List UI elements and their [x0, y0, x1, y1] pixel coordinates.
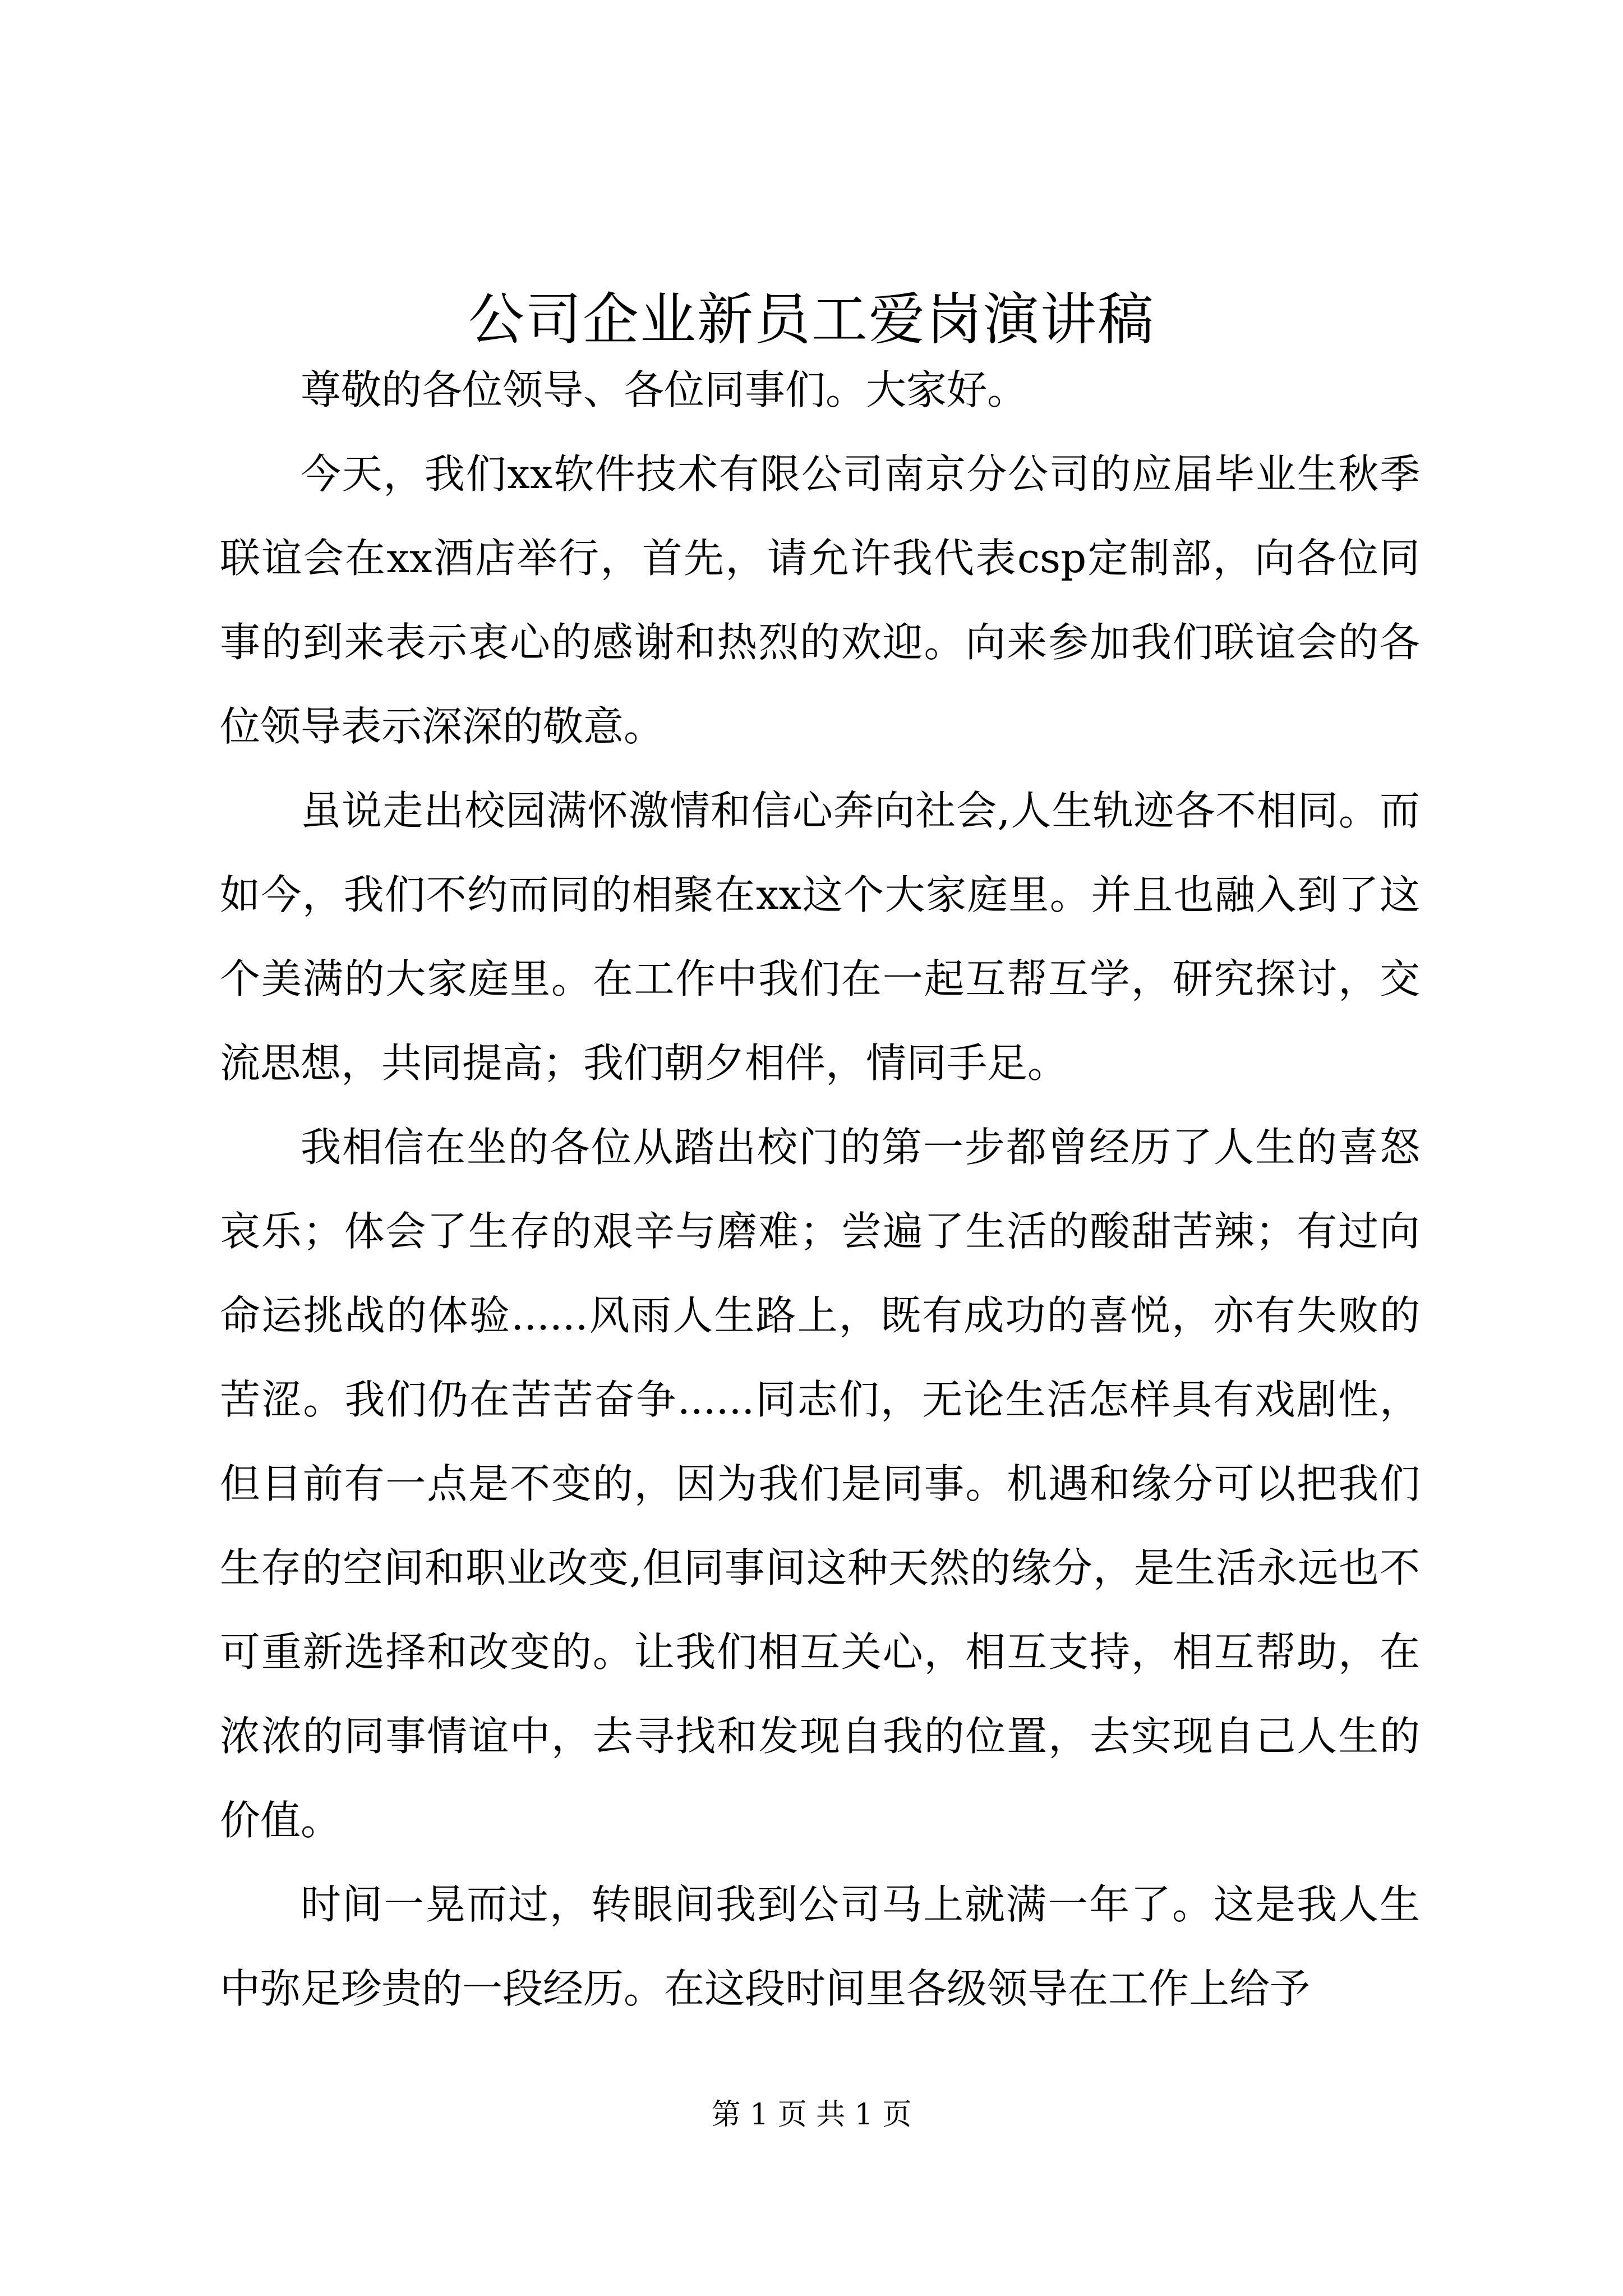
- paragraph-greeting: 尊敬的各位领导、各位同事们。大家好。: [301, 366, 1028, 413]
- paragraph-family: 虽说走出校园满怀激情和信心奔向社会,人生轨迹各不相同。而如今，我们不约而同的相聚在xx这个大家庭里。并且也融入到了这个美满的大家庭里。在工作中我们在一起互帮互学，研究探讨，交流思想，共同提高；我们朝夕相伴，情同手足。: [220, 787, 1420, 1087]
- page-number: 第 1 页 共 1 页: [711, 2098, 912, 2132]
- paragraph-one-year: 时间一晃而过，转眼间我到公司马上就满一年了。这是我人生中弥足珍贵的一段经历。在这段时间里各级领导在工作上给予: [220, 1881, 1420, 2012]
- document-body: [220, 348, 1420, 2031]
- paragraph-welcome: 今天，我们xx软件技术有限公司南京分公司的应届毕业生秋季联谊会在xx酒店举行，首先，请允许我代表csp定制部，向各位同事的到来表示衷心的感谢和热烈的欢迎。向来参加我们联谊会的各位领导表示深深的敬意。: [220, 450, 1420, 750]
- paragraph-life-experience: 我相信在坐的各位从踏出校门的第一步都曾经历了人生的喜怒哀乐；体会了生存的艰辛与磨难；尝遍了生活的酸甜苦辣；有过向命运挑战的体验......风雨人生路上，既有成功的喜悦，亦有失败的苦涩。我们仍在苦苦奋争......同志们，无论生活怎样具有戏剧性，但目前有一点是不变的，因为我们是同事。机遇和缘分可以把我们生存的空间和职业改变,但同事间这种天然的缘分，是生活永远也不可重新选择和改变的。让我们相互关心，相互支持，相互帮助，在浓浓的同事情谊中，去寻找和发现自我的位置，去实现自己人生的价值。: [220, 1124, 1420, 1844]
- document-title: 公司企业新员工爱岗演讲稿: [468, 287, 1155, 352]
